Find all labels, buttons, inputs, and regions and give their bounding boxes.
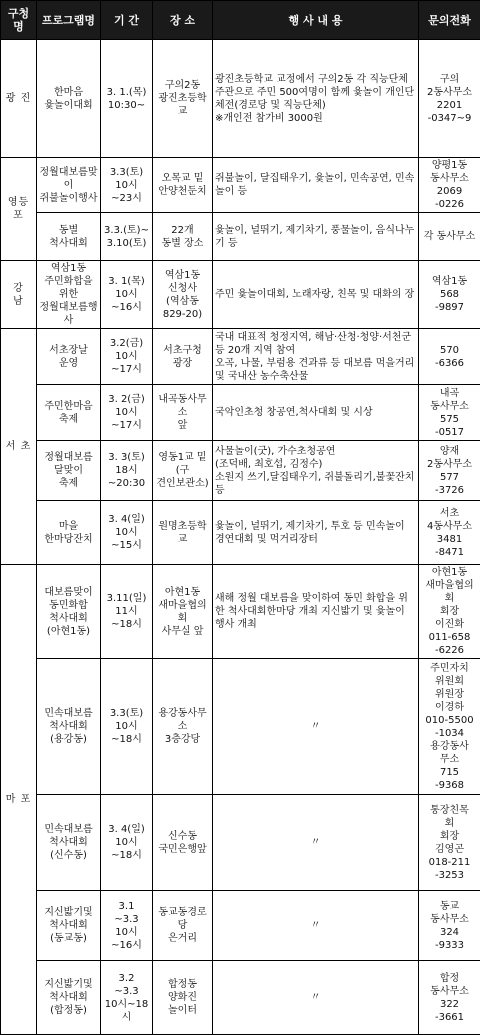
period-cell: 3.3(토) 10시 ~18시 <box>101 659 153 795</box>
place-cell: 용강동사무소 3층강당 <box>153 659 213 795</box>
phone-cell: 주민자치 위원회 위원장 이경하 010-5500 -1034 용강동사 무소 715 -9368 <box>419 659 480 795</box>
program-cell: 한마음 윷놀이대회 <box>37 40 101 158</box>
phone-cell: 역삼1동 568 -9897 <box>419 261 480 329</box>
place-cell: 역삼1동 신청사 (역삼동 829-20) <box>153 261 213 329</box>
header-program: 프로그램명 <box>37 1 101 40</box>
place-cell: 동교동경로당 은거리 <box>153 891 213 961</box>
period-cell: 3.3.(토)~ 3.10(토) <box>101 213 153 261</box>
program-cell: 주민한마음 축제 <box>37 385 101 441</box>
content-cell: 〃 <box>213 891 419 961</box>
table-row <box>1 329 480 385</box>
header-content: 행 사 내 용 <box>213 1 419 40</box>
phone-cell: 서초 4동사무소 3481 -8471 <box>419 501 480 565</box>
period-cell: 3. 1.(목) 10:30~ <box>101 40 153 158</box>
period-cell: 3.1 ~3.3 10시 ~16시 <box>101 891 153 961</box>
content-cell: 윷놀이, 널뛰기, 제기차기, 풍물놀이, 음식나누기 등 <box>213 213 419 261</box>
program-cell: 지신밟기및 척사대회 (합정동) <box>37 961 101 1035</box>
place-cell: 영동1교 밑 (구 견인보관소) <box>153 441 213 501</box>
content-cell: 광진초등학교 교정에서 구의2동 각 직능단체 주관으로 주민 500여명이 함께 윷놀이 개인단체전(경로당 및 직능단체) ※개인전 참가비 3000원 <box>213 40 419 158</box>
district-cell-yeongdeungpo: 영등포 <box>1 158 37 261</box>
content-cell: 〃 <box>213 659 419 795</box>
program-cell: 정월대보름맞이 쥐불놀이행사 <box>37 158 101 213</box>
table-row <box>1 961 480 1035</box>
period-cell: 3.11(일) 11시 ~18시 <box>101 565 153 659</box>
program-cell: 대보름맞이 동민화합 척사대회 (아현1동) <box>37 565 101 659</box>
district-cell-mapo: 마 포 <box>1 565 37 1035</box>
header-phone: 문의전화 <box>419 1 480 40</box>
place-cell: 아현1동 새마을협의회 사무실 앞 <box>153 565 213 659</box>
place-cell: 서초구청 광장 <box>153 329 213 385</box>
header-district: 구청명 <box>1 1 37 40</box>
phone-cell: 각 동사무소 <box>419 213 480 261</box>
table-row <box>1 565 480 659</box>
period-cell: 3. 2(금) 10시 ~17시 <box>101 385 153 441</box>
table-row <box>1 501 480 565</box>
table-row <box>1 158 480 213</box>
program-cell: 지신밟기및 척사대회 (동교동) <box>37 891 101 961</box>
table-row <box>1 385 480 441</box>
table-row <box>1 441 480 501</box>
period-cell: 3. 1(목) 10시 ~16시 <box>101 261 153 329</box>
period-cell: 3.3(토) 10시 ~23시 <box>101 158 153 213</box>
program-cell: 동별 척사대회 <box>37 213 101 261</box>
content-cell: 쥐불놀이, 달집태우기, 윷놀이, 민속공연, 민속놀이 등 <box>213 158 419 213</box>
phone-cell: 동교 동사무소 324 -9333 <box>419 891 480 961</box>
table-row <box>1 795 480 891</box>
phone-cell: 내곡 동사무소 575 -0517 <box>419 385 480 441</box>
place-cell: 원명초등학교 <box>153 501 213 565</box>
content-cell: 〃 <box>213 961 419 1035</box>
place-cell: 합정동 양화진 놀이터 <box>153 961 213 1035</box>
phone-cell: 아현1동 새마을협의회 회장 이진화 011-658 -6226 <box>419 565 480 659</box>
header-place: 장 소 <box>153 1 213 40</box>
content-cell: 〃 <box>213 795 419 891</box>
phone-cell: 양평1동 동사무소 2069 -0226 <box>419 158 480 213</box>
place-cell: 내곡동사무소 앞 <box>153 385 213 441</box>
table-row <box>1 213 480 261</box>
content-cell: 윷놀이, 널뛰기, 제기차기, 투호 등 민속놀이 경연대회 및 먹거리장터 <box>213 501 419 565</box>
content-cell: 국내 대표적 청정지역, 해남·산청·청양·서천군 등 20개 지역 참여 오곡, 나물, 부럼용 견과류 등 대보름 먹을거리 및 국내산 농수축산물 <box>213 329 419 385</box>
table-row <box>1 891 480 961</box>
period-cell: 3.2 ~3.3 10시~18시 <box>101 961 153 1035</box>
period-cell: 3. 3(토) 18시 ~20:30 <box>101 441 153 501</box>
district-cell-seocho: 서 초 <box>1 329 37 565</box>
period-cell: 3.2(금) 10시 ~17시 <box>101 329 153 385</box>
phone-cell: 570 -6366 <box>419 329 480 385</box>
phone-cell: 합정 동사무소 322 -3661 <box>419 961 480 1035</box>
district-cell-gwangjin: 광 진 <box>1 40 37 158</box>
program-cell: 서초장날 운영 <box>37 329 101 385</box>
place-cell: 22개 동별 장소 <box>153 213 213 261</box>
table-header-row <box>1 1 480 40</box>
program-cell: 정월대보름 달맞이 축제 <box>37 441 101 501</box>
content-cell: 국악인초청 창공연,척사대회 및 시상 <box>213 385 419 441</box>
header-period: 기 간 <box>101 1 153 40</box>
table-row <box>1 261 480 329</box>
phone-cell: 구의 2동사무소 2201 -0347~9 <box>419 40 480 158</box>
content-cell: 새해 정월 대보름을 맞이하여 동민 화합을 위한 척사대회한마당 개최 지신밟기 및 윷놀이 행사 개최 <box>213 565 419 659</box>
period-cell: 3. 4(일) 10시 ~15시 <box>101 501 153 565</box>
program-cell: 민속대보름 척사대회 (신수동) <box>37 795 101 891</box>
content-cell: 주민 윷놀이대회, 노래자랑, 친목 및 대화의 장 <box>213 261 419 329</box>
program-cell: 민속대보름 척사대회 (용강동) <box>37 659 101 795</box>
content-cell: 사물놀이(굿), 가수초청공연 (조덕배, 최호섭, 김정수) 소원지 쓰기,달집태우기, 쥐불돌리기,불꽃잔치 등 <box>213 441 419 501</box>
program-cell: 역삼1동 주민화합을 위한 정월대보름행사 <box>37 261 101 329</box>
place-cell: 오목교 밑 안양천둔치 <box>153 158 213 213</box>
period-cell: 3. 4(일) 10시 ~18시 <box>101 795 153 891</box>
phone-cell: 통장친목 회 회장 김영곤 018-211 -3253 <box>419 795 480 891</box>
table-row <box>1 40 480 158</box>
phone-cell: 양재 2동사무소 577 -3726 <box>419 441 480 501</box>
program-cell: 마을 한마당잔치 <box>37 501 101 565</box>
table-row <box>1 659 480 795</box>
district-cell-gangnam: 강 남 <box>1 261 37 329</box>
place-cell: 구의2동 광진초등학교 <box>153 40 213 158</box>
place-cell: 신수동 국민은행앞 <box>153 795 213 891</box>
